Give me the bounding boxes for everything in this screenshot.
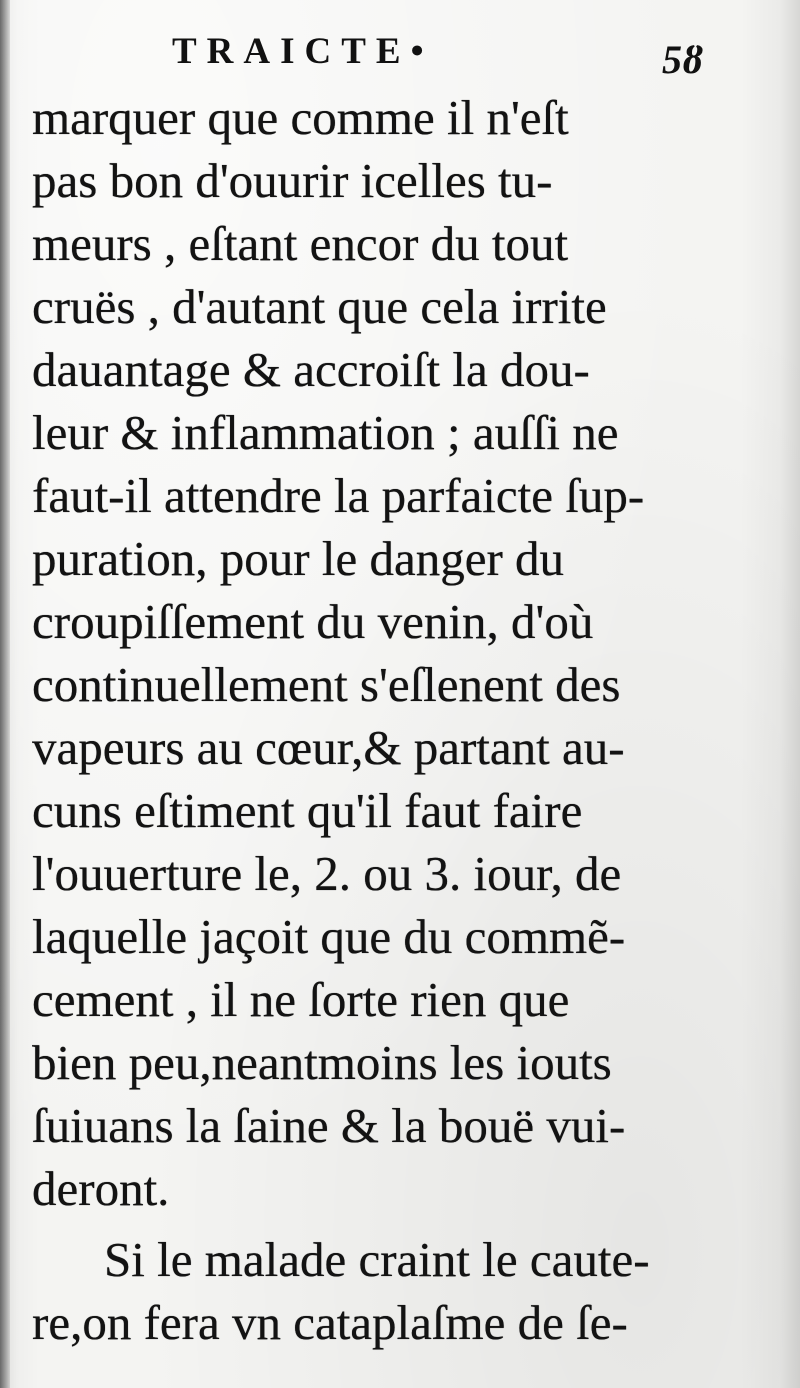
text-line: meurs , eſtant encor du tout [32,216,569,271]
text-line: deront. [32,1161,170,1216]
text-line: laquelle jaçoit que du commẽ- [32,909,626,964]
body-text [32,86,722,1354]
running-title: TRAICTE• [172,31,434,72]
text-line: dauantage & accroiſt la dou- [32,342,590,397]
page-number: 5ȣ [662,37,704,82]
text-line: continuellement s'eſlenent des [32,657,621,712]
text-line: croupiſſement du venin, d'où [32,594,594,649]
text-line: bien peu,neantmoins les iouts [32,1035,612,1090]
text-line: cement , il ne ſorte rien que [32,972,570,1027]
text-line: pas bon d'ouurir icelles tu- [32,153,553,208]
text-line: marquer que comme il n'eſt [32,90,569,145]
text-line: leur & inflammation ; auſſi ne [32,405,619,460]
text-line: faut-il attendre la parfaicte ſup- [32,468,645,523]
text-line: l'ouuerture le, 2. ou 3. iour, de [32,846,622,901]
text-line: cuns eſtiment qu'il faut faire [32,783,583,838]
text-line: vapeurs au cœur,& partant au- [32,720,625,775]
page-header [0,22,800,82]
text-line: cruës , d'autant que cela irrite [32,279,607,334]
page-gutter-shadow [0,0,10,1388]
text-line: ſuiuans la ſaine & la bouë vui- [32,1098,626,1153]
text-line: puration, pour le danger du [32,531,565,586]
text-line: re,on fera vn cataplaſme de ſe- [32,1295,628,1350]
paragraph-first-line: Si le malade craint le caute- [104,1232,650,1287]
